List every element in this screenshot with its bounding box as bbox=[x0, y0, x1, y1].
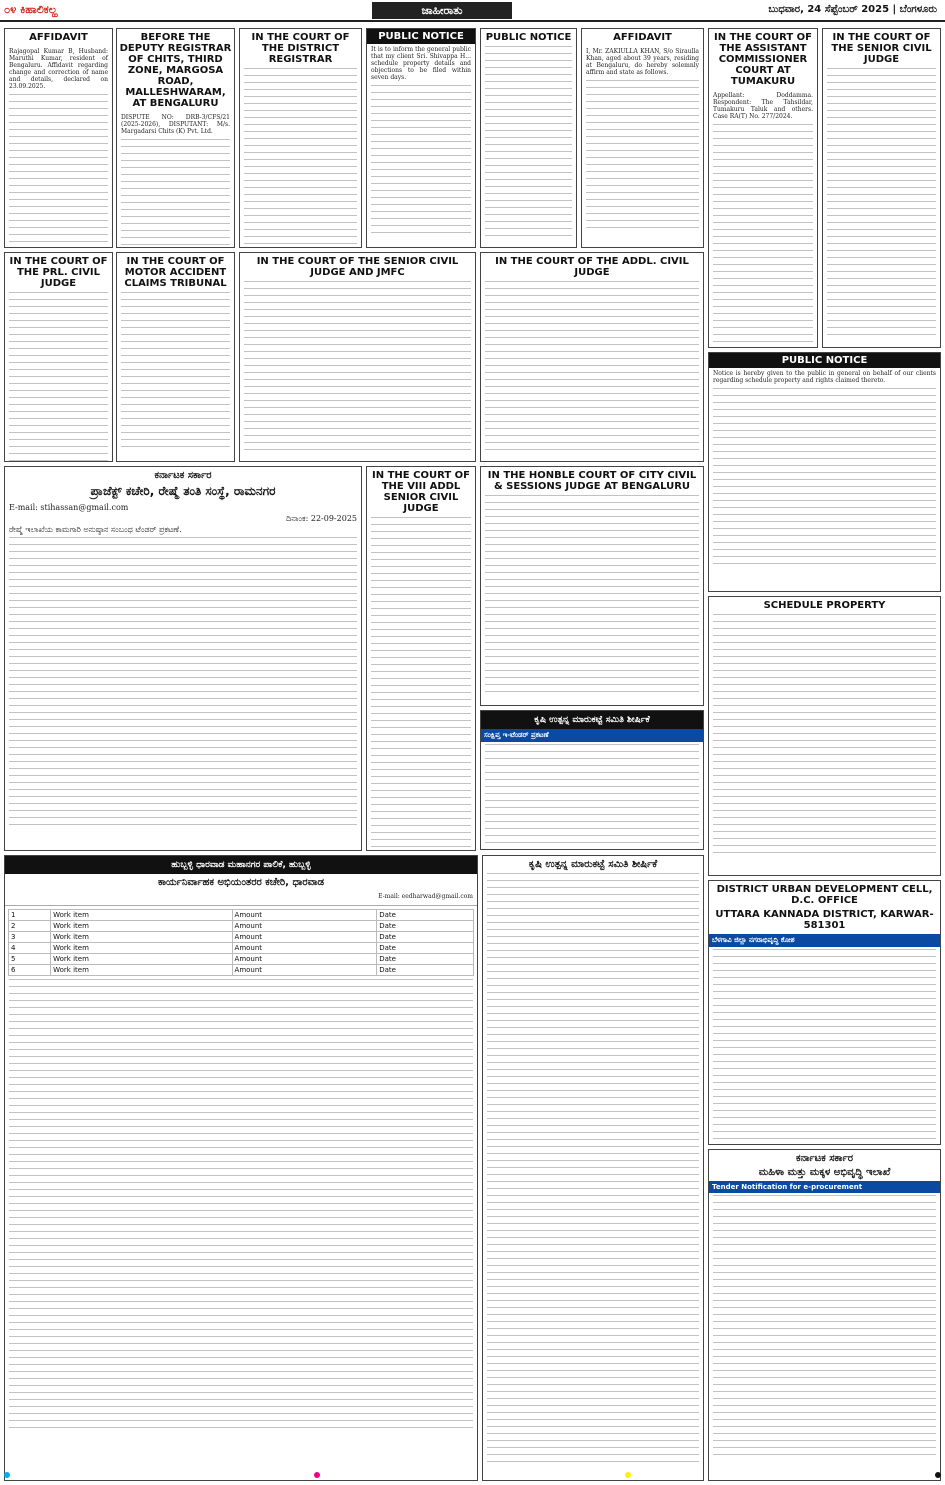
public-notice-2: PUBLIC NOTICE Notice is hereby given to the public in general on behalf of our clients regarding schedule property and rights claimed thereto. bbox=[708, 352, 941, 592]
district-urban-development: DISTRICT URBAN DEVELOPMENT CELL, D.C. OFFICE UTTARA KANNADA DISTRICT, KARWAR-581301 ಬೆಳಗಾವಿ ಜಿಲ್ಲಾ ನಗರಾಭಿವೃದ್ಧಿ ಕೋಶ bbox=[708, 880, 941, 1145]
motor-accident-ad: IN THE COURT OF MOTOR ACCIDENT CLAIMS TRIBUNAL bbox=[116, 252, 235, 462]
public-notice-1: PUBLIC NOTICE It is to inform the general public that my client Sri. Shivappa H... schedule property details and objections to be filed within seven days. bbox=[366, 28, 476, 248]
rural-court-notice: IN THE COURT OF THE ADDL. CIVIL JUDGE bbox=[480, 252, 704, 462]
hubli-dharwad-notice: ಹುಬ್ಬಳ್ಳಿ ಧಾರವಾಡ ಮಹಾನಗರ ಪಾಲಿಕೆ, ಹುಬ್ಬಳ್ಳಿ ಕಾರ್ಯನಿರ್ವಾಹಕ ಅಭಿಯಂತರರ ಕಚೇರಿ, ಧಾರವಾಡ E-mail: eedharwad@gmail.com 1 Work item Amount Date 2 Work item Amount Date 3 Work item Amount Date 4 Work item Amount Date 5 Work item Amount Date 6 Work item Amount Date bbox=[4, 855, 478, 1481]
issue-date: ಬುಧವಾರ, 24 ಸೆಪ್ಟೆಂಬರ್ 2025 | ಬೆಂಗಳೂರು bbox=[768, 4, 937, 15]
court-chit-ad-2: IN THE COURT OF THE DISTRICT REGISTRAR bbox=[239, 28, 362, 248]
court-chit-ad-1: BEFORE THE DEPUTY REGISTRAR OF CHITS, THIRD ZONE, MARGOSA ROAD, MALLESHWARAM, AT BENGALURU DISPUTE NO: DRB-3/CFS/21 (2025-2026), DISPUTANT: M/s. Margadarsi Chits (K) Pvt. Ltd. bbox=[116, 28, 235, 248]
women-child-notice: ಕರ್ನಾಟಕ ಸರ್ಕಾರ ಮಹಿಳಾ ಮತ್ತು ಮಕ್ಕಳ ಅಭಿವೃದ್ಧಿ ಇಲಾಖೆ Tender Notification for e-procurement bbox=[708, 1149, 941, 1481]
city-civil-court-notice: IN THE HONBLE COURT OF CITY CIVIL & SESSIONS JUDGE AT BENGALURU bbox=[480, 466, 704, 706]
brand-logo: ೦೪ ಕಿಹಾಲಿಕಲ್ಹ bbox=[4, 3, 58, 16]
court-ad-right: IN THE COURT OF THE SENIOR CIVIL JUDGE bbox=[822, 28, 941, 348]
civil-judge-notice: IN THE COURT OF THE SENIOR CIVIL JUDGE AND JMFC bbox=[239, 252, 476, 462]
affidavit-ad-right: AFFIDAVIT I, Mr. ZAKIULLA KHAN, S/o Siraulla Khan, aged about 39 years, residing at Bengaluru, do hereby solemnly affirm and state as follows. bbox=[581, 28, 704, 248]
affidavit-ad-left: AFFIDAVIT Rajagopal Kumar B, Husband: Maruthi Kumar, resident of Bengaluru. Affidavit regarding change and correction of name and details, declared on 23.09.2025. bbox=[4, 28, 113, 248]
agri-market-section: ಕೃಷಿ ಉತ್ಪನ್ನ ಮಾರುಕಟ್ಟೆ ಸಮಿತಿ ಶೀರ್ಷಿಕೆ bbox=[482, 855, 704, 1481]
print-registration-marks bbox=[4, 1472, 941, 1482]
tender-table: 1 Work item Amount Date 2 Work item Amount Date 3 Work item Amount Date 4 Work item Amount Date 5 Work item Amount Date 6 Work item Amount Date bbox=[8, 909, 474, 976]
agri-produce-notice: ಕೃಷಿ ಉತ್ಪನ್ನ ಮಾರುಕಟ್ಟೆ ಸಮಿತಿ ಶೀರ್ಷಿಕೆ ಸಂಕ್ಷಿಪ್ತ ಇ-ಟೆಂಡರ್ ಪ್ರಕಟಣೆ bbox=[480, 710, 704, 850]
claims-court-ad: IN THE COURT OF THE PRL. CIVIL JUDGE bbox=[4, 252, 113, 462]
masthead bbox=[0, 0, 945, 22]
schedule-property-2: SCHEDULE PROPERTY bbox=[708, 596, 941, 876]
section-title: ಜಾಹೀರಾತು bbox=[372, 2, 512, 19]
court-notice-tumkur: PUBLIC NOTICE bbox=[480, 28, 577, 248]
kannada-tender-notice: ಕರ್ನಾಟಕ ಸರ್ಕಾರ ಪ್ರಾಜೆಕ್ಟ್ ಕಚೇರಿ, ರೇಷ್ಮೆ ತಂತಿ ಸಂಸ್ಥೆ, ರಾಮನಗರ E-mail: stihassan@gmail.com ದಿನಾಂಕ: 22-09-2025 ರೇಷ್ಮೆ ಇಲಾಖೆಯ ಕಾಮಗಾರಿ ಅನುಷ್ಠಾನ ಸಂಬಂಧ ಟೆಂಡರ್ ಪ್ರಕಟಣೆ. bbox=[4, 466, 362, 851]
schedule-property-notice: IN THE COURT OF THE VIII ADDL SENIOR CIVIL JUDGE bbox=[366, 466, 476, 851]
assistant-commissioner-ad: IN THE COURT OF THE ASSISTANT COMMISSIONER COURT AT TUMAKURU Appellant: Doddamma. Respondent: The Tahsildar, Tumakuru Taluk and others. Case RA(T) No. 277/2024. bbox=[708, 28, 818, 348]
